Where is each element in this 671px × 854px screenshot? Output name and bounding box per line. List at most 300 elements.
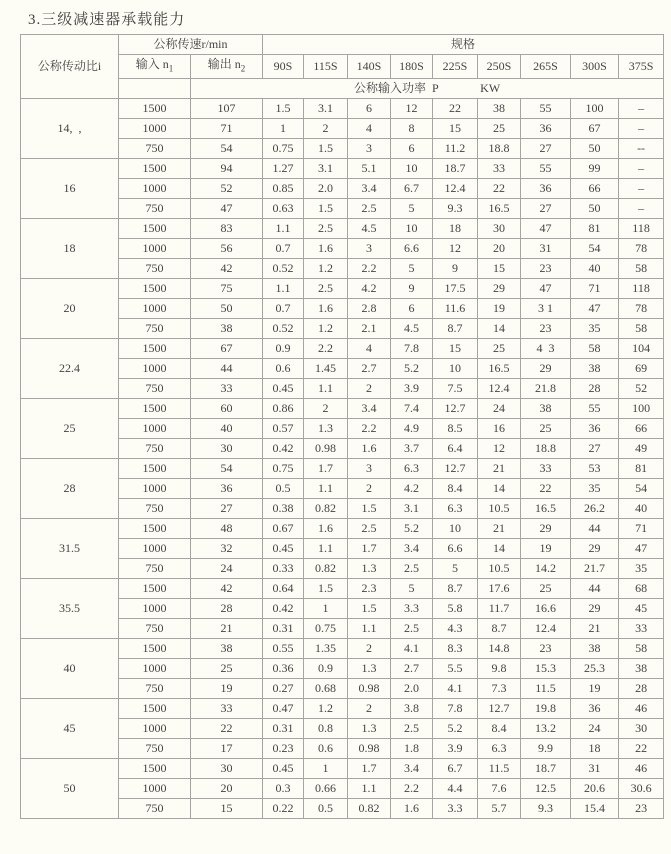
output-speed-cell: 19: [191, 679, 263, 699]
power-value-cell: 25.3: [571, 659, 619, 679]
output-speed-cell: 94: [191, 159, 263, 179]
power-value-cell: 36: [571, 419, 619, 439]
empty-header-cell: [119, 79, 191, 99]
power-value-cell: 0.33: [263, 559, 304, 579]
input-speed-cell: 750: [119, 379, 191, 399]
ratio-cell: 18: [21, 219, 119, 279]
power-value-cell: 18: [571, 739, 619, 759]
table-row: [21, 399, 664, 419]
output-speed-cell: 42: [191, 579, 263, 599]
power-value-cell: 15.3: [521, 659, 571, 679]
output-speed-cell: 50: [191, 299, 263, 319]
input-speed-cell: 1500: [119, 399, 191, 419]
power-value-cell: 18.7: [433, 159, 478, 179]
power-value-cell: 29: [521, 519, 571, 539]
power-value-cell: 3.9: [391, 379, 433, 399]
power-value-cell: 66: [619, 419, 664, 439]
power-value-cell: 1.45: [304, 359, 348, 379]
output-speed-cell: 48: [191, 519, 263, 539]
speed-group-header: 公称传速r/min: [119, 35, 263, 55]
power-value-cell: 14.2: [521, 559, 571, 579]
power-value-cell: –: [619, 179, 664, 199]
power-value-cell: 3.3: [433, 799, 478, 819]
input-speed-cell: 750: [119, 499, 191, 519]
power-value-cell: 8.7: [433, 319, 478, 339]
power-value-cell: 11.5: [478, 759, 521, 779]
power-value-cell: 38: [619, 659, 664, 679]
power-value-cell: 1.2: [304, 319, 348, 339]
power-value-cell: 1: [304, 599, 348, 619]
power-value-cell: 12.7: [478, 699, 521, 719]
input-speed-label: 输入 n: [135, 57, 169, 71]
output-speed-cell: 25: [191, 659, 263, 679]
power-value-cell: 0.6: [263, 359, 304, 379]
input-speed-cell: 1000: [119, 359, 191, 379]
power-value-cell: 35: [571, 479, 619, 499]
power-value-cell: 9.3: [433, 199, 478, 219]
power-value-cell: 81: [571, 219, 619, 239]
power-value-cell: 1.6: [391, 799, 433, 819]
input-speed-cell: 750: [119, 199, 191, 219]
power-value-cell: 6.6: [433, 539, 478, 559]
power-value-cell: 2.5: [391, 619, 433, 639]
ratio-cell: 20: [21, 279, 119, 339]
power-value-cell: 15: [478, 259, 521, 279]
input-speed-cell: 750: [119, 439, 191, 459]
power-value-cell: 0.75: [304, 619, 348, 639]
power-value-cell: 3.1: [391, 499, 433, 519]
output-speed-cell: 42: [191, 259, 263, 279]
power-value-cell: 19: [521, 539, 571, 559]
power-value-cell: 0.42: [263, 599, 304, 619]
power-value-cell: 0.52: [263, 259, 304, 279]
power-value-cell: 24: [571, 719, 619, 739]
power-value-cell: 8.5: [433, 419, 478, 439]
input-speed-cell: 1000: [119, 119, 191, 139]
power-value-cell: 24: [478, 399, 521, 419]
power-value-cell: 1.35: [304, 639, 348, 659]
power-value-cell: 0.9: [263, 339, 304, 359]
power-value-cell: 0.98: [348, 739, 391, 759]
power-value-cell: 4.2: [348, 279, 391, 299]
input-speed-cell: 1000: [119, 659, 191, 679]
power-value-cell: 4.2: [391, 479, 433, 499]
power-value-cell: 5.7: [478, 799, 521, 819]
power-value-cell: 16.5: [478, 199, 521, 219]
power-value-cell: 0.5: [263, 479, 304, 499]
power-value-cell: 2.8: [348, 299, 391, 319]
power-value-cell: 1.5: [304, 579, 348, 599]
power-value-cell: 20.6: [571, 779, 619, 799]
power-header: 公称输入功率 P KW: [191, 79, 664, 99]
output-speed-cell: 67: [191, 339, 263, 359]
power-value-cell: 4.4: [433, 779, 478, 799]
power-value-cell: 3: [348, 139, 391, 159]
power-value-cell: 6.3: [433, 499, 478, 519]
power-value-cell: 5.5: [433, 659, 478, 679]
power-value-cell: 2.5: [348, 199, 391, 219]
power-value-cell: 55: [571, 399, 619, 419]
power-value-cell: 16.6: [521, 599, 571, 619]
power-value-cell: 35: [571, 319, 619, 339]
power-value-cell: 2.2: [348, 259, 391, 279]
power-value-cell: 1.27: [263, 159, 304, 179]
power-value-cell: 3.9: [433, 739, 478, 759]
power-value-cell: 2.3: [348, 579, 391, 599]
power-value-cell: 21.7: [571, 559, 619, 579]
power-value-cell: 4: [348, 119, 391, 139]
power-value-cell: 1.6: [304, 299, 348, 319]
power-value-cell: 1.1: [348, 619, 391, 639]
output-speed-cell: 27: [191, 499, 263, 519]
power-value-cell: –: [619, 119, 664, 139]
power-value-cell: 78: [619, 239, 664, 259]
output-speed-cell: 47: [191, 199, 263, 219]
power-value-cell: 16: [478, 419, 521, 439]
size-header-300s: 300S: [571, 55, 619, 79]
power-value-cell: 10: [391, 219, 433, 239]
output-speed-cell: 17: [191, 739, 263, 759]
power-value-cell: 2.1: [348, 319, 391, 339]
power-value-cell: 2.5: [391, 559, 433, 579]
power-value-cell: 9: [433, 259, 478, 279]
power-value-cell: 0.5: [304, 799, 348, 819]
power-value-cell: 33: [478, 159, 521, 179]
power-value-cell: 0.47: [263, 699, 304, 719]
power-value-cell: 2.2: [304, 339, 348, 359]
power-value-cell: 16.5: [521, 499, 571, 519]
output-speed-cell: 44: [191, 359, 263, 379]
power-value-cell: 0.67: [263, 519, 304, 539]
ratio-cell: 14, ,: [21, 99, 119, 159]
input-speed-cell: 1000: [119, 299, 191, 319]
power-value-cell: 17.6: [478, 579, 521, 599]
output-speed-cell: 52: [191, 179, 263, 199]
power-value-cell: 10: [391, 159, 433, 179]
output-speed-cell: 75: [191, 279, 263, 299]
power-value-cell: 15.4: [571, 799, 619, 819]
ratio-cell: 16: [21, 159, 119, 219]
power-value-cell: 25: [478, 339, 521, 359]
power-value-cell: 0.64: [263, 579, 304, 599]
table-row: [21, 279, 664, 299]
power-value-cell: 50: [571, 139, 619, 159]
power-value-cell: 71: [571, 279, 619, 299]
output-speed-cell: 54: [191, 139, 263, 159]
power-value-cell: 38: [571, 639, 619, 659]
power-value-cell: --: [619, 139, 664, 159]
power-value-cell: 44: [571, 519, 619, 539]
output-speed-header: [191, 55, 263, 79]
power-value-cell: 35: [619, 559, 664, 579]
power-value-cell: 68: [619, 579, 664, 599]
power-value-cell: 2.0: [391, 679, 433, 699]
input-speed-cell: 1500: [119, 339, 191, 359]
power-value-cell: 5.2: [391, 359, 433, 379]
power-value-cell: 50: [571, 199, 619, 219]
power-value-cell: –: [619, 199, 664, 219]
power-value-cell: 1.1: [263, 219, 304, 239]
size-header-180s: 180S: [391, 55, 433, 79]
table-row: [21, 219, 664, 239]
power-value-cell: 69: [619, 359, 664, 379]
power-value-cell: 18.8: [521, 439, 571, 459]
power-value-cell: 0.57: [263, 419, 304, 439]
output-speed-cell: 33: [191, 379, 263, 399]
power-value-cell: 58: [619, 319, 664, 339]
output-speed-cell: 36: [191, 479, 263, 499]
power-value-cell: 0.82: [304, 559, 348, 579]
power-value-cell: 1.1: [348, 779, 391, 799]
input-speed-cell: 750: [119, 619, 191, 639]
power-value-cell: 2.2: [348, 419, 391, 439]
power-value-cell: 66: [571, 179, 619, 199]
power-value-cell: 1.7: [348, 759, 391, 779]
power-value-cell: 22: [619, 739, 664, 759]
power-value-cell: 21: [571, 619, 619, 639]
input-speed-cell: 1500: [119, 519, 191, 539]
power-value-cell: 47: [521, 219, 571, 239]
ratio-cell: 25: [21, 399, 119, 459]
power-value-cell: 10.5: [478, 559, 521, 579]
power-value-cell: 1.6: [348, 439, 391, 459]
power-value-cell: 12.4: [478, 379, 521, 399]
power-value-cell: 5: [391, 199, 433, 219]
size-header-115s: 115S: [304, 55, 348, 79]
table-row: [21, 579, 664, 599]
power-value-cell: 58: [619, 259, 664, 279]
power-value-cell: 9.9: [521, 739, 571, 759]
ratio-cell: 45: [21, 699, 119, 759]
power-value-cell: 118: [619, 279, 664, 299]
output-speed-cell: 33: [191, 699, 263, 719]
power-value-cell: 0.36: [263, 659, 304, 679]
ratio-cell: 50: [21, 759, 119, 819]
power-value-cell: 1.1: [304, 479, 348, 499]
power-value-cell: 44: [571, 579, 619, 599]
power-value-cell: 15: [433, 339, 478, 359]
output-speed-cell: 28: [191, 599, 263, 619]
power-value-cell: 49: [619, 439, 664, 459]
table-row: [21, 699, 664, 719]
power-value-cell: 5: [433, 559, 478, 579]
input-speed-cell: 1000: [119, 539, 191, 559]
power-value-cell: 0.82: [304, 499, 348, 519]
power-value-cell: 55: [521, 159, 571, 179]
power-value-cell: 6.6: [391, 239, 433, 259]
power-value-cell: 25: [521, 419, 571, 439]
power-value-cell: 8.3: [433, 639, 478, 659]
input-speed-cell: 750: [119, 799, 191, 819]
power-value-cell: 52: [619, 379, 664, 399]
size-header-250s: 250S: [478, 55, 521, 79]
power-value-cell: 33: [619, 619, 664, 639]
ratio-cell: 28: [21, 459, 119, 519]
power-value-cell: 8: [391, 119, 433, 139]
power-value-cell: 7.6: [478, 779, 521, 799]
power-value-cell: 3.4: [391, 759, 433, 779]
power-value-cell: 2: [348, 379, 391, 399]
power-value-cell: 27: [521, 199, 571, 219]
power-value-cell: 28: [619, 679, 664, 699]
power-value-cell: 14: [478, 479, 521, 499]
power-value-cell: 18.7: [521, 759, 571, 779]
power-value-cell: 0.38: [263, 499, 304, 519]
power-value-cell: 2.5: [391, 719, 433, 739]
table-row: [21, 339, 664, 359]
power-value-cell: 27: [571, 439, 619, 459]
power-value-cell: –: [619, 159, 664, 179]
power-value-cell: 100: [619, 399, 664, 419]
input-speed-cell: 1000: [119, 419, 191, 439]
power-value-cell: 6.3: [391, 459, 433, 479]
power-value-cell: 30: [619, 719, 664, 739]
power-value-cell: 1.5: [263, 99, 304, 119]
power-value-cell: 0.6: [304, 739, 348, 759]
power-value-cell: 36: [521, 179, 571, 199]
power-value-cell: 2.5: [304, 279, 348, 299]
power-value-cell: 9.3: [521, 799, 571, 819]
power-value-cell: 40: [619, 499, 664, 519]
power-value-cell: 5: [391, 579, 433, 599]
power-value-cell: 5.1: [348, 159, 391, 179]
power-value-cell: 23: [619, 799, 664, 819]
power-value-cell: 47: [521, 279, 571, 299]
power-value-cell: 12: [478, 439, 521, 459]
power-value-cell: 5.2: [433, 719, 478, 739]
power-value-cell: 1: [304, 759, 348, 779]
power-value-cell: 1.1: [304, 539, 348, 559]
power-value-cell: 12: [391, 99, 433, 119]
power-value-cell: 31: [571, 759, 619, 779]
power-value-cell: 18: [433, 219, 478, 239]
power-value-cell: 3: [348, 459, 391, 479]
power-value-cell: 33: [521, 459, 571, 479]
power-value-cell: 40: [571, 259, 619, 279]
output-speed-cell: 21: [191, 619, 263, 639]
power-value-cell: 3.7: [391, 439, 433, 459]
power-value-cell: 3.1: [304, 99, 348, 119]
table-header: [21, 35, 664, 99]
power-value-cell: 0.7: [263, 299, 304, 319]
size-header-90s: 90S: [263, 55, 304, 79]
power-value-cell: 1.3: [348, 719, 391, 739]
power-value-cell: 5.8: [433, 599, 478, 619]
power-value-cell: 2.7: [348, 359, 391, 379]
table-row: [21, 639, 664, 659]
input-speed-cell: 1000: [119, 779, 191, 799]
output-speed-cell: 20: [191, 779, 263, 799]
power-value-cell: 6: [348, 99, 391, 119]
input-speed-header: [119, 55, 191, 79]
power-value-cell: 3.3: [391, 599, 433, 619]
input-speed-cell: 750: [119, 679, 191, 699]
power-value-cell: 53: [571, 459, 619, 479]
output-speed-cell: 38: [191, 319, 263, 339]
power-value-cell: 2.0: [304, 179, 348, 199]
power-value-cell: 1.7: [348, 539, 391, 559]
power-value-cell: 27: [521, 139, 571, 159]
output-speed-cell: 15: [191, 799, 263, 819]
output-speed-cell: 30: [191, 759, 263, 779]
power-value-cell: 23: [521, 259, 571, 279]
power-value-cell: 54: [571, 239, 619, 259]
power-value-cell: 0.82: [348, 799, 391, 819]
power-value-cell: 11.7: [478, 599, 521, 619]
power-value-cell: 5.2: [391, 519, 433, 539]
size-header-375s: 375S: [619, 55, 664, 79]
power-value-cell: 14: [478, 539, 521, 559]
table-body: [21, 99, 664, 819]
power-value-cell: 12.5: [521, 779, 571, 799]
power-value-cell: 38: [571, 359, 619, 379]
power-value-cell: 30: [478, 219, 521, 239]
ratio-cell: 40: [21, 639, 119, 699]
power-value-cell: 6.7: [433, 759, 478, 779]
power-value-cell: 2: [348, 699, 391, 719]
power-value-cell: 3.4: [391, 539, 433, 559]
power-value-cell: 0.52: [263, 319, 304, 339]
input-speed-cell: 1500: [119, 699, 191, 719]
input-speed-cell: 1000: [119, 179, 191, 199]
power-value-cell: 45: [619, 599, 664, 619]
power-value-cell: 0.68: [304, 679, 348, 699]
power-value-cell: 1.3: [348, 659, 391, 679]
power-value-cell: 10: [433, 519, 478, 539]
input-speed-cell: 1500: [119, 159, 191, 179]
power-value-cell: 0.45: [263, 539, 304, 559]
power-value-cell: 100: [571, 99, 619, 119]
power-value-cell: 0.7: [263, 239, 304, 259]
output-speed-cell: 60: [191, 399, 263, 419]
power-value-cell: 23: [521, 319, 571, 339]
power-value-cell: 1.5: [304, 139, 348, 159]
power-value-cell: 47: [619, 539, 664, 559]
ratio-cell: 22.4: [21, 339, 119, 399]
power-value-cell: 3 1: [521, 299, 571, 319]
power-value-cell: 0.23: [263, 739, 304, 759]
power-value-cell: 10.5: [478, 499, 521, 519]
input-speed-cell: 750: [119, 319, 191, 339]
power-value-cell: 21: [478, 459, 521, 479]
input-speed-cell: 1500: [119, 639, 191, 659]
power-value-cell: 13.2: [521, 719, 571, 739]
table-row: [21, 99, 664, 119]
power-value-cell: 4.3: [433, 619, 478, 639]
power-value-cell: 12: [433, 239, 478, 259]
power-value-cell: 0.86: [263, 399, 304, 419]
power-value-cell: 17.5: [433, 279, 478, 299]
output-speed-cell: 38: [191, 639, 263, 659]
power-value-cell: 0.27: [263, 679, 304, 699]
power-value-cell: 6.3: [478, 739, 521, 759]
input-speed-subscript: 1: [168, 63, 174, 74]
output-speed-cell: 56: [191, 239, 263, 259]
power-value-cell: 4 3: [521, 339, 571, 359]
power-value-cell: 0.85: [263, 179, 304, 199]
power-value-cell: 3: [348, 239, 391, 259]
power-value-cell: 0.45: [263, 379, 304, 399]
power-value-cell: 8.7: [478, 619, 521, 639]
power-value-cell: 25: [521, 579, 571, 599]
power-value-cell: 19.8: [521, 699, 571, 719]
output-speed-cell: 40: [191, 419, 263, 439]
table-row: [21, 459, 664, 479]
power-value-cell: 1.5: [348, 599, 391, 619]
power-value-cell: 30.6: [619, 779, 664, 799]
power-value-cell: 1.2: [304, 259, 348, 279]
power-value-cell: 2: [348, 479, 391, 499]
